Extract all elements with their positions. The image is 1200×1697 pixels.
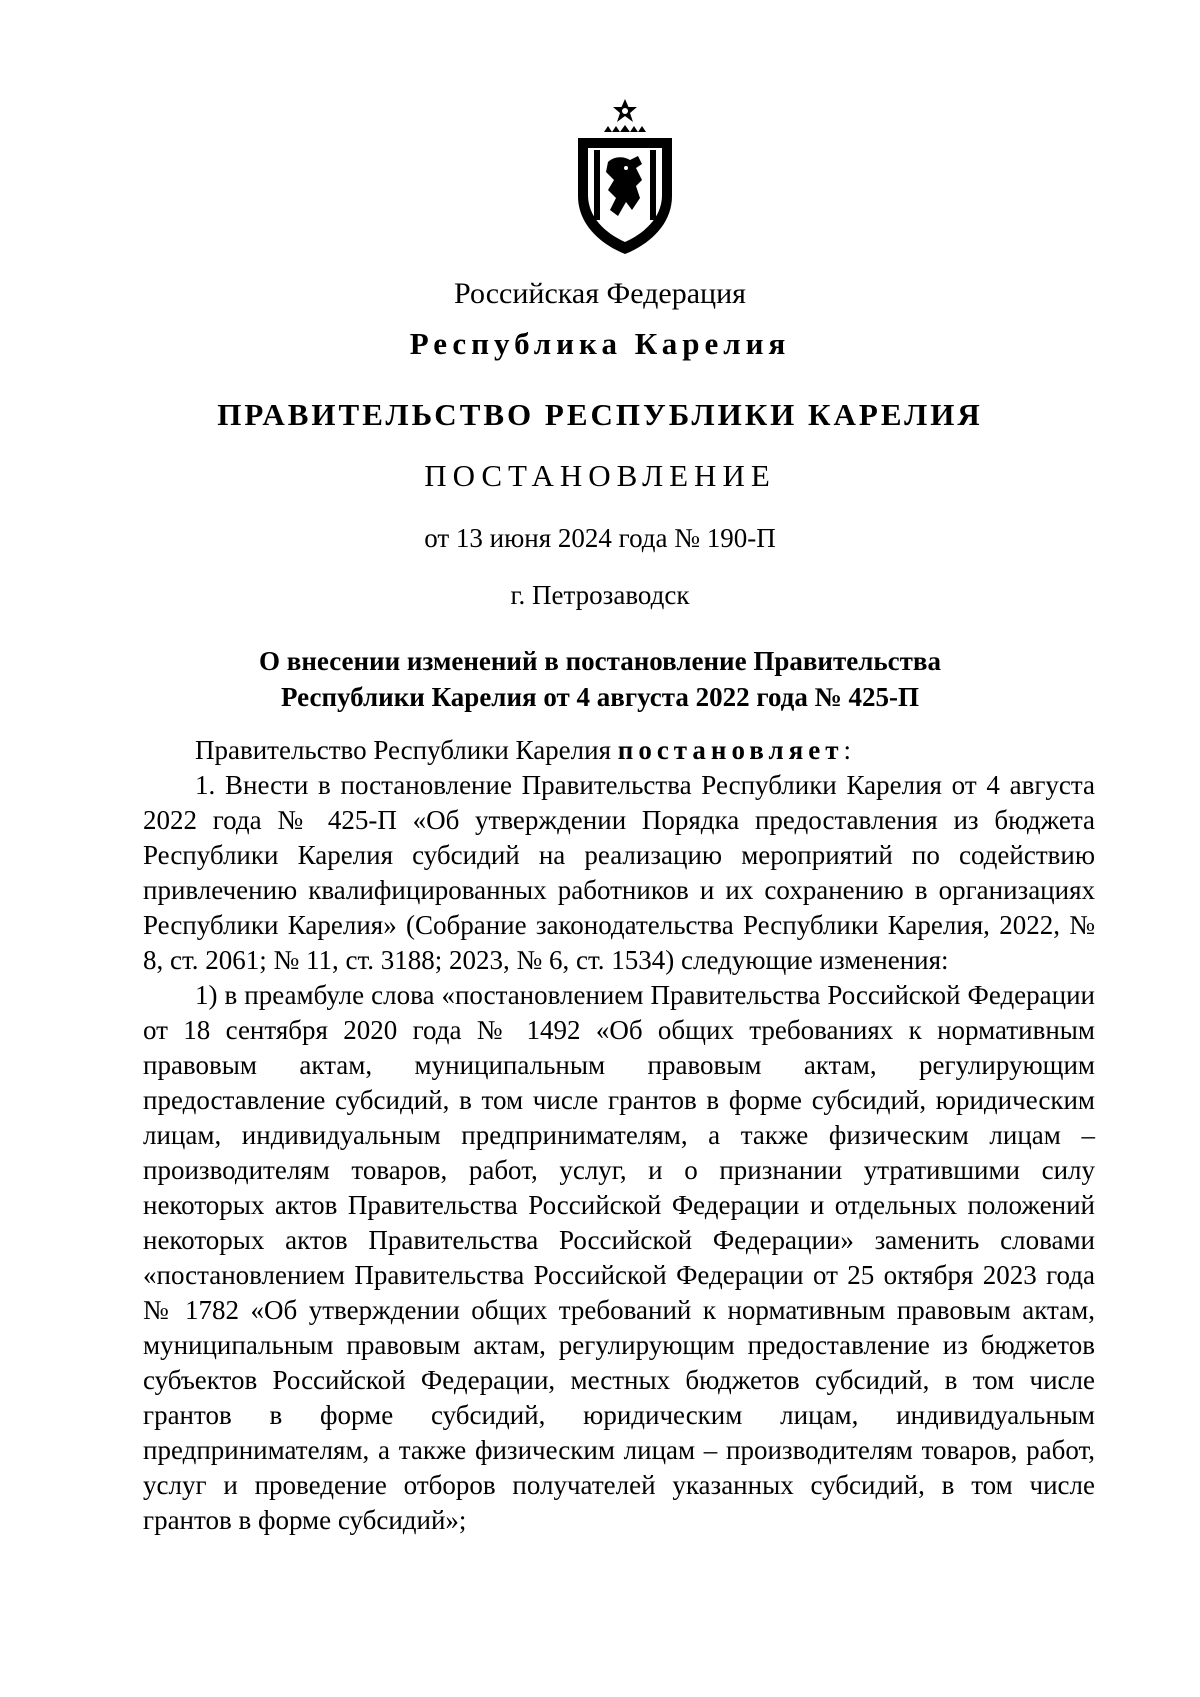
intro-suffix: :: [843, 735, 852, 765]
government-title: ПРАВИТЕЛЬСТВО РЕСПУБЛИКИ КАРЕЛИЯ: [217, 397, 983, 432]
karelia-coat-of-arms-icon: [564, 98, 686, 256]
intro-prefix: Правительство Республики Карелия: [195, 735, 618, 765]
republic-name: Республика Карелия: [409, 326, 791, 361]
subitem-1-paragraph: 1) в преамбуле слова «постановлением Правительства Российской Федерации от 18 сентября 2020 года № 1492 «Об общих требованиях к нормативным правовым актам, муниципальным правовым актам, регулирующим предоставление субсидий, в том числе грантов в форме субсидий, юридическим лицам, индивидуальным предпринимателям, а также физическим лицам – производителям товаров, работ, услуг, и о признании утратившими силу некоторых актов Правительства Российской Федерации и отдельных положений некоторых актов Правительства Российской Федерации» заменить словами «постановлением Правительства Российской Федерации от 25 октября 2023 года № 1782 «Об утверждении общих требований к нормативным правовым актам, муниципальным правовым актам, регулирующим предоставление из бюджетов субъектов Российской Федерации, местных бюджетов субсидий, в том числе грантов в форме субсидий, юридическим лицам, индивидуальным предпринимателям, а также физическим лицам – производителям товаров, работ, услуг и проведение отборов получателей указанных субсидий, в том числе грантов в форме субсидий»;: [143, 980, 1095, 1535]
subject-line-1: О внесении изменений в постановление Правительства: [259, 646, 941, 676]
intro-paragraph: [143, 733, 1095, 768]
document-date-number: от 13 июня 2024 года № 190-П: [424, 523, 776, 553]
star-icon: [613, 99, 637, 122]
document-city: г. Петрозаводск: [510, 580, 690, 610]
document-type: ПОСТАНОВЛЕНИЕ: [424, 458, 776, 493]
subject-line-2: Республики Карелия от 4 августа 2022 года № 425-П: [281, 682, 919, 712]
intro-resolves: постановляет: [617, 735, 844, 765]
document-subject: [0, 643, 1200, 715]
document-body: [143, 733, 1095, 1538]
country-name: Российская Федерация: [454, 277, 746, 310]
item-1-paragraph: 1. Внести в постановление Правительства Республики Карелия от 4 августа 2022 года № 425-П «Об утверждении Порядка предоставления из бюджета Республики Карелия субсидий на реализацию мероприятий по содействию привлечению квалифицированных работников и их сохранению в организациях Республики Карелия» (Собрание законодательства Республики Карелия, 2022, № 8, ст. 2061; № 11, ст. 3188; 2023, № 6, ст. 1534) следующие изменения:: [143, 770, 1095, 975]
